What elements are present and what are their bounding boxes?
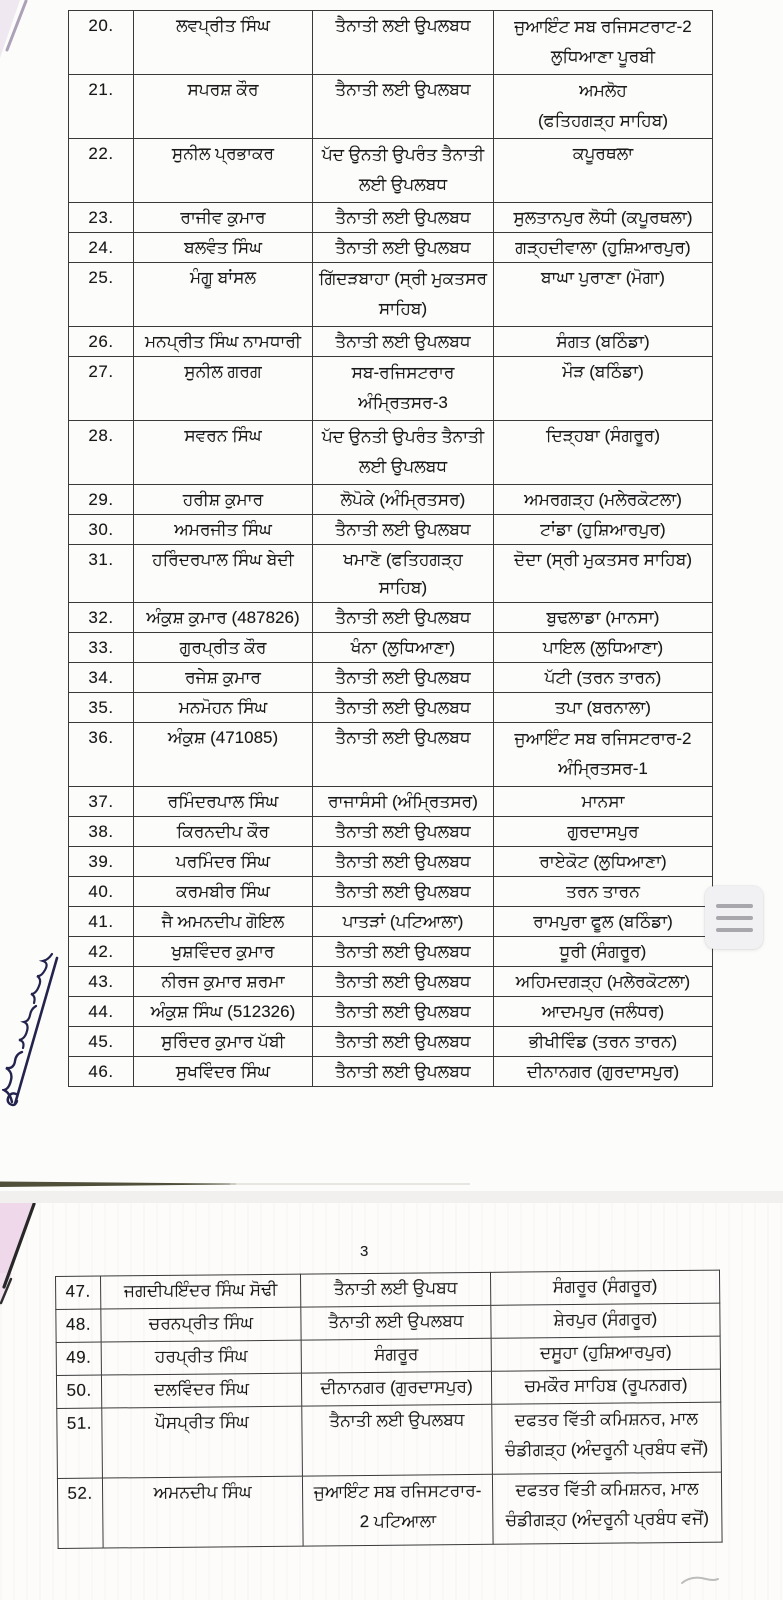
cell-status: ਤੈਨਾਤੀ ਲਈ ਉਪਲਬਧ: [313, 11, 494, 75]
cell-location: ਕਪੂਰਥਲਾ: [494, 139, 713, 203]
cell-name: ਰਾਜੀਵ ਕੁਮਾਰ: [134, 203, 313, 233]
table-row: [69, 485, 713, 515]
table-row: [69, 723, 713, 787]
cell-name: ਨੀਰਜ ਕੁਮਾਰ ਸ਼ਰਮਾ: [134, 967, 313, 997]
cell-serial: 23.: [69, 203, 134, 233]
cell-location: ਅਮਰਗੜ੍ਹ (ਮਲੇਰਕੋਟਲਾ): [494, 485, 713, 515]
table-row: [69, 75, 713, 139]
cell-serial: 32.: [69, 603, 134, 633]
cell-serial: 49.: [56, 1342, 101, 1375]
cell-status: ਤੈਨਾਤੀ ਲਈ ਉਪਲਬਧ: [313, 967, 494, 997]
cell-name: ਲਵਪ੍ਰੀਤ ਸਿੰਘ: [134, 11, 313, 75]
cell-location: ਅਹਿਮਦਗੜ੍ਹ (ਮਲੇਰਕੋਟਲਾ): [494, 967, 713, 997]
cell-status: ਤੈਨਾਤੀ ਲਈ ਉਪਲਬਧ: [313, 603, 494, 633]
cell-serial: 29.: [69, 485, 134, 515]
cell-serial: 35.: [69, 693, 134, 723]
cell-name: ਕਰਮਬੀਰ ਸਿੰਘ: [134, 877, 313, 907]
cell-location: ਰਾਮਪੁਰਾ ਫੂਲ (ਬਠਿੰਡਾ): [494, 907, 713, 937]
cell-name: ਅਮਨਦੀਪ ਸਿੰਘ: [102, 1476, 303, 1548]
table-row: [69, 907, 713, 937]
cell-serial: 39.: [69, 847, 134, 877]
cell-name: ਸੁਖਵਿੰਦਰ ਸਿੰਘ: [134, 1057, 313, 1087]
cell-location: ਦੋਦਾ (ਸ੍ਰੀ ਮੁਕਤਸਰ ਸਾਹਿਬ): [494, 545, 713, 603]
cell-name: ਅਮਰਜੀਤ ਸਿੰਘ: [134, 515, 313, 545]
table-row: [69, 11, 713, 75]
cell-status: ਤੈਨਾਤੀ ਲਈ ਉਪਲਬਧ: [313, 75, 494, 139]
cell-serial: 22.: [69, 139, 134, 203]
cell-location: ਮੌੜ (ਬਠਿੰਡਾ): [494, 357, 713, 421]
cell-status: ਸੰਗਰੂਰ: [301, 1338, 491, 1373]
cell-location: ਸੰਗਰੂਰ (ਸੰਗਰੂਰ): [490, 1270, 719, 1305]
cell-location: ਤਪਾ (ਬਰਨਾਲਾ): [494, 693, 713, 723]
cell-serial: 42.: [69, 937, 134, 967]
cell-serial: 50.: [56, 1375, 101, 1408]
cell-serial: 26.: [69, 327, 134, 357]
cell-serial: 40.: [69, 877, 134, 907]
cell-name: ਸੁਨੀਲ ਗਰਗ: [134, 357, 313, 421]
cell-location: ਦੀਨਾਨਗਰ (ਗੁਰਦਾਸਪੁਰ): [494, 1057, 713, 1087]
cell-serial: 46.: [69, 1057, 134, 1087]
cell-name: ਪੌਸਪ੍ਰੀਤ ਸਿੰਘ: [102, 1406, 303, 1478]
table-row: [57, 1402, 722, 1478]
cell-serial: 52.: [57, 1478, 103, 1548]
cell-serial: 33.: [69, 633, 134, 663]
cell-name: ਸਪਰਸ਼ ਕੌਰ: [134, 75, 313, 139]
table-row: [69, 967, 713, 997]
cell-name: ਗੁਰਪ੍ਰੀਤ ਕੌਰ: [134, 633, 313, 663]
table-row: [69, 877, 713, 907]
cell-serial: 20.: [69, 11, 134, 75]
cell-status: ਤੈਨਾਤੀ ਲਈ ਉਪਲਬਧ: [313, 1027, 494, 1057]
cell-status: ਸਬ-ਰਜਿਸਟਰਾਰ ਅੰਮ੍ਰਿਤਸਰ-3: [313, 357, 494, 421]
cell-location: ਗੜ੍ਹਦੀਵਾਲਾ (ਹੁਸ਼ਿਆਰਪੁਰ): [494, 233, 713, 263]
cell-status: ਤੈਨਾਤੀ ਲਈ ਉਪਲਬਧ: [313, 1057, 494, 1087]
cell-status: ਤੈਨਾਤੀ ਲਈ ਉਪਬਧ: [300, 1272, 490, 1307]
cell-name: ਰਜੇਸ਼ ਕੁਮਾਰ: [134, 663, 313, 693]
table-row: [69, 603, 713, 633]
cell-serial: 48.: [56, 1309, 101, 1342]
table-row: [69, 633, 713, 663]
postings-table-body-2: [56, 1270, 723, 1548]
page-edge-shadow: [0, 1181, 480, 1189]
table-row: [57, 1472, 722, 1548]
cell-status: ਤੈਨਾਤੀ ਲਈ ਉਪਲਬਧ: [313, 937, 494, 967]
cell-status: ਤੈਨਾਤੀ ਲਈ ਉਪਲਬਧ: [313, 997, 494, 1027]
cell-location: ਰਾਏਕੋਟ (ਲੁਧਿਆਣਾ): [494, 847, 713, 877]
table-row: [69, 203, 713, 233]
cell-status: ਤੈਨਾਤੀ ਲਈ ਉਪਲਬਧ: [313, 233, 494, 263]
cell-status: ਤੈਨਾਤੀ ਲਈ ਉਪਲਬਧ: [313, 847, 494, 877]
cell-name: ਜੈ ਅਮਨਦੀਪ ਗੋਇਲ: [134, 907, 313, 937]
cell-status: ਪਾਤੜਾਂ (ਪਟਿਆਲਾ): [313, 907, 494, 937]
cell-serial: 27.: [69, 357, 134, 421]
cell-name: ਚਰਨਪ੍ਰੀਤ ਸਿੰਘ: [101, 1307, 301, 1342]
cell-location: ਦਫਤਰ ਵਿੱਤੀ ਕਮਿਸ਼ਨਰ, ਮਾਲ ਚੰਡੀਗੜ੍ਹ (ਅੰਦਰੂਨੀ ਪ੍ਰਬੰਧ ਵਜੋਂ): [492, 1402, 722, 1474]
cell-location: ਧੂਰੀ (ਸੰਗਰੂਰ): [494, 937, 713, 967]
cell-name: ਸਵਰਨ ਸਿੰਘ: [134, 421, 313, 485]
table-row: [69, 693, 713, 723]
cell-name: ਰਮਿੰਦਰਪਾਲ ਸਿੰਘ: [134, 787, 313, 817]
table-row: [69, 1057, 713, 1087]
cell-location: ਦਸੂਹਾ (ਹੁਸ਼ਿਆਰਪੁਰ): [491, 1336, 720, 1371]
cell-status: ਤੈਨਾਤੀ ਲਈ ਉਪਲਬਧ: [313, 693, 494, 723]
cell-serial: 38.: [69, 817, 134, 847]
cell-status: ਤੈਨਾਤੀ ਲਈ ਉਪਲਬਧ: [313, 327, 494, 357]
ink-smudge: [680, 1573, 720, 1587]
cell-location: ਚਮਕੌਰ ਸਾਹਿਬ (ਰੂਪਨਗਰ): [491, 1369, 720, 1404]
cell-location: ਗੁਰਦਾਸਪੁਰ: [494, 817, 713, 847]
cell-name: ਅੰਕੁਸ਼ (471085): [134, 723, 313, 787]
page-number: 3: [360, 1243, 369, 1260]
cell-name: ਮਨਪ੍ਰੀਤ ਸਿੰਘ ਨਾਮਧਾਰੀ: [134, 327, 313, 357]
cell-serial: 37.: [69, 787, 134, 817]
cell-name: ਹਰੀਸ਼ ਕੁਮਾਰ: [134, 485, 313, 515]
cell-location: ਟਾਂਡਾ (ਹੁਸ਼ਿਆਰਪੁਰ): [494, 515, 713, 545]
cell-name: ਹਰਿੰਦਰਪਾਲ ਸਿੰਘ ਬੇਦੀ: [134, 545, 313, 603]
cell-status: ਤੈਨਾਤੀ ਲਈ ਉਪਲਬਧ: [313, 877, 494, 907]
cell-serial: 41.: [69, 907, 134, 937]
cell-name: ਹਰਪ੍ਰੀਤ ਸਿੰਘ: [101, 1340, 301, 1375]
page-fold-artifact: [0, 1203, 46, 1313]
cell-location: ਬਾਘਾ ਪੁਰਾਣਾ (ਮੋਗਾ): [494, 263, 713, 327]
cell-name: ਪਰਮਿੰਦਰ ਸਿੰਘ: [134, 847, 313, 877]
table-row: [69, 233, 713, 263]
cell-name: ਅੰਕੁਸ਼ ਸਿੰਘ (512326): [134, 997, 313, 1027]
cell-status: ਤੈਨਾਤੀ ਲਈ ਉਪਲਬਧ: [313, 723, 494, 787]
menu-button[interactable]: [705, 886, 763, 949]
table-row: [69, 139, 713, 203]
cell-status: ਜੁਆਇੰਟ ਸਬ ਰਜਿਸਟਰਾਰ- 2 ਪਟਿਆਲਾ: [302, 1474, 493, 1546]
table-row: [69, 787, 713, 817]
table-row: [69, 515, 713, 545]
cell-serial: 30.: [69, 515, 134, 545]
cell-location: ਸੰਗਤ (ਬਠਿੰਡਾ): [494, 327, 713, 357]
cell-status: ਤੈਨਾਤੀ ਲਈ ਉਪਲਬਧ: [313, 515, 494, 545]
cell-status: ਤੈਨਾਤੀ ਲਈ ਉਪਲਬਧ: [313, 663, 494, 693]
cell-name: ਸੁਰਿੰਦਰ ਕੁਮਾਰ ਪੱਬੀ: [134, 1027, 313, 1057]
cell-location: ਭੀਖੀਵਿੰਡ (ਤਰਨ ਤਾਰਨ): [494, 1027, 713, 1057]
cell-serial: 31.: [69, 545, 134, 603]
cell-name: ਮੰਗੂ ਬਾਂਸਲ: [134, 263, 313, 327]
cell-status: ਗਿੱਦੜਬਾਹਾ (ਸ੍ਰੀ ਮੁਕਤਸਰ ਸਾਹਿਬ): [313, 263, 494, 327]
cell-location: ਪਾਇਲ (ਲੁਧਿਆਣਾ): [494, 633, 713, 663]
cell-location: ਮਾਨਸਾ: [494, 787, 713, 817]
cell-name: ਮਨਮੋਹਨ ਸਿੰਘ: [134, 693, 313, 723]
table-row: [69, 263, 713, 327]
cell-name: ਖੁਸ਼ਵਿੰਦਰ ਕੁਮਾਰ: [134, 937, 313, 967]
scan-corner-artifact: [0, 0, 40, 62]
cell-name: ਦਲਵਿੰਦਰ ਸਿੰਘ: [101, 1373, 301, 1408]
scanned-page-2: [0, 1203, 783, 1600]
cell-name: ਸੁਨੀਲ ਪ੍ਰਭਾਕਰ: [134, 139, 313, 203]
postings-table-page1: [68, 10, 712, 1087]
cell-location: ਦਫਤਰ ਵਿੱਤੀ ਕਮਿਸ਼ਨਰ, ਮਾਲ ਚੰਡੀਗੜ੍ਹ (ਅੰਦਰੂਨੀ ਪ੍ਰਬੰਧ ਵਜੋਂ): [492, 1472, 722, 1544]
cell-serial: 21.: [69, 75, 134, 139]
cell-location: ਪੱਟੀ (ਤਰਨ ਤਾਰਨ): [494, 663, 713, 693]
cell-name: ਕਿਰਨਦੀਪ ਕੌਰ: [134, 817, 313, 847]
cell-name: ਜਗਦੀਪਇੰਦਰ ਸਿੰਘ ਸੋਢੀ: [101, 1274, 301, 1309]
cell-location: ਸੁਲਤਾਨਪੁਰ ਲੋਧੀ (ਕਪੂਰਥਲਾ): [494, 203, 713, 233]
postings-table-page2: [55, 1270, 722, 1549]
cell-serial: 34.: [69, 663, 134, 693]
table-row: [69, 327, 713, 357]
table-row: [69, 421, 713, 485]
table-row: [69, 357, 713, 421]
cell-location: ਤਰਨ ਤਾਰਨ: [494, 877, 713, 907]
cell-status: ਖਮਾਣੋ (ਫਤਿਹਗੜ੍ਹ ਸਾਹਿਬ): [313, 545, 494, 603]
cell-status: ਲੋਪੋਕੇ (ਅੰਮ੍ਰਿਤਸਰ): [313, 485, 494, 515]
handwritten-annotation: [2, 944, 68, 1116]
table-row: [69, 1027, 713, 1057]
cell-serial: 25.: [69, 263, 134, 327]
cell-location: ਸ਼ੇਰਪੁਰ (ਸੰਗਰੂਰ): [491, 1303, 720, 1338]
cell-status: ਤੈਨਾਤੀ ਲਈ ਉਪਲਬਧ: [302, 1404, 493, 1476]
cell-status: ਤੈਨਾਤੀ ਲਈ ਉਪਲਬਧ: [313, 817, 494, 847]
cell-name: ਬਲਵੰਤ ਸਿੰਘ: [134, 233, 313, 263]
cell-serial: 45.: [69, 1027, 134, 1057]
table-row: [69, 937, 713, 967]
cell-location: ਬੁਢਲਾਡਾ (ਮਾਨਸਾ): [494, 603, 713, 633]
cell-serial: 51.: [57, 1408, 103, 1478]
cell-serial: 24.: [69, 233, 134, 263]
table-row: [69, 997, 713, 1027]
cell-status: ਖੰਨਾ (ਲੁਧਿਆਣਾ): [313, 633, 494, 663]
table-row: [69, 847, 713, 877]
cell-serial: 28.: [69, 421, 134, 485]
table-row: [69, 545, 713, 603]
cell-status: ਤੈਨਾਤੀ ਲਈ ਉਪਲਬਧ: [301, 1305, 491, 1340]
table-row: [69, 663, 713, 693]
cell-status: ਦੀਨਾਨਗਰ (ਗੁਰਦਾਸਪੁਰ): [301, 1371, 491, 1406]
cell-serial: 44.: [69, 997, 134, 1027]
cell-serial: 47.: [56, 1276, 101, 1309]
cell-location: ਅਮਲੋਹ (ਫਤਿਹਗੜ੍ਹ ਸਾਹਿਬ): [494, 75, 713, 139]
cell-name: ਅੰਕੁਸ਼ ਕੁਮਾਰ (487826): [134, 603, 313, 633]
cell-serial: 43.: [69, 967, 134, 997]
cell-location: ਦਿੜ੍ਹਬਾ (ਸੰਗਰੂਰ): [494, 421, 713, 485]
postings-table-body-1: [69, 11, 713, 1087]
cell-serial: 36.: [69, 723, 134, 787]
cell-status: ਰਾਜਾਸੰਸੀ (ਅੰਮ੍ਰਿਤਸਰ): [313, 787, 494, 817]
cell-location: ਜੁਆਇੰਟ ਸਬ ਰਜਿਸਟਰਾਰ-2 ਅੰਮ੍ਰਿਤਸਰ-1: [494, 723, 713, 787]
cell-status: ਪੱਦ ਉਨਤੀ ਉਪਰੰਤ ਤੈਨਾਤੀ ਲਈ ਉਪਲਬਧ: [313, 421, 494, 485]
cell-location: ਆਦਮਪੁਰ (ਜਲੰਧਰ): [494, 997, 713, 1027]
table-row: [69, 817, 713, 847]
cell-status: ਤੈਨਾਤੀ ਲਈ ਉਪਲਬਧ: [313, 203, 494, 233]
cell-location: ਜੁਆਇੰਟ ਸਬ ਰਜਿਸਟਰਾਟ-2 ਲੁਧਿਆਣਾ ਪੂਰਬੀ: [494, 11, 713, 75]
cell-status: ਪੱਦ ਉਨਤੀ ਉਪਰੰਤ ਤੈਨਾਤੀ ਲਈ ਉਪਲਬਧ: [313, 139, 494, 203]
